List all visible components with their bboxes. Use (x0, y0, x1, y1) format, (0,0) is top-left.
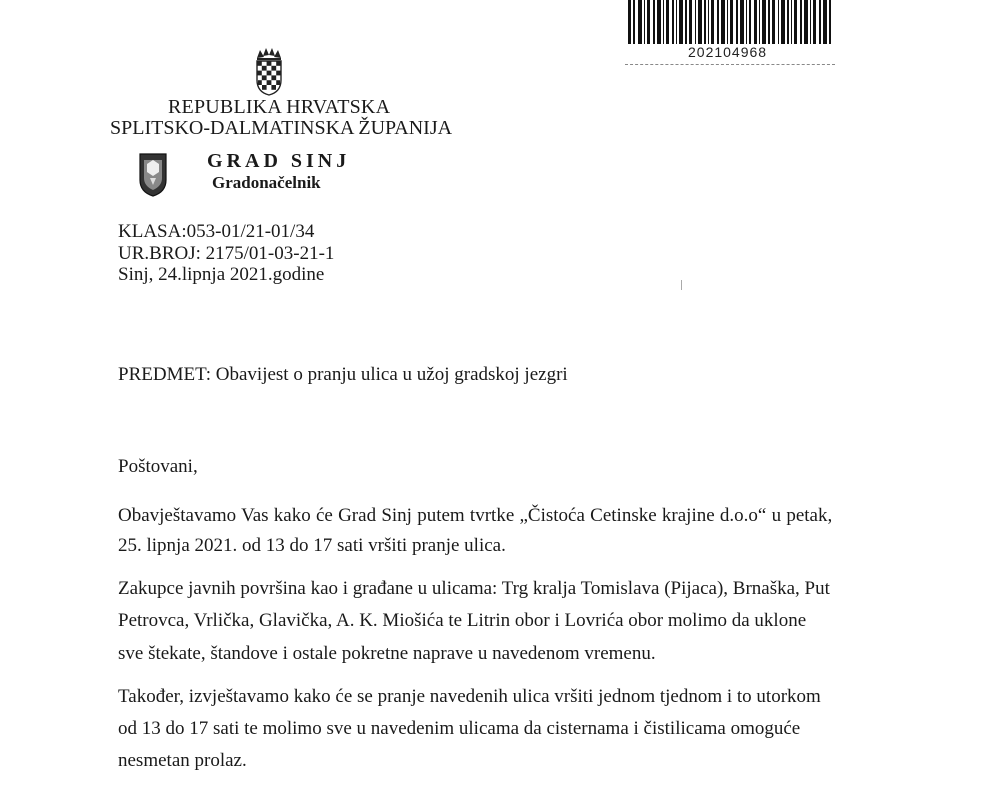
barcode-number: 202104968 (688, 44, 768, 60)
paragraph-2-line: Zakupce javnih površina kao i građane u ulicama: Trg kralja Tomislava (Pijaca), Brnaška, Put (118, 578, 830, 599)
city-crest-icon (138, 152, 168, 198)
place-date: Sinj, 24.lipnja 2021.godine (118, 264, 325, 285)
paragraph-2-line: sve štekate, štandove i ostale pokretne naprave u navedenom vremenu. (118, 643, 656, 664)
scan-artifact (681, 280, 682, 290)
divider (625, 64, 835, 65)
city-name: GRAD SINJ (207, 150, 351, 172)
coat-of-arms-icon (254, 46, 284, 96)
paragraph-2-line: Petrovca, Vrlička, Glavička, A. K. Miošića te Litrin obor i Lovrića obor molimo da uklone (118, 610, 807, 631)
reference-urbroj: UR.BROJ: 2175/01-03-21-1 (118, 243, 335, 264)
paragraph-3-line: nesmetan prolaz. (118, 750, 247, 771)
paragraph-1-line: 25. lipnja 2021. od 13 do 17 sati vršiti pranje ulica. (118, 535, 506, 556)
office-title: Gradonačelnik (212, 173, 321, 192)
barcode (628, 0, 834, 44)
reference-klasa: KLASA:053-01/21-01/34 (118, 221, 315, 242)
republic-name: REPUBLIKA HRVATSKA (168, 96, 391, 118)
paragraph-3-line: Također, izvještavamo kako će se pranje navedenih ulica vršiti jednom tjednom i to utorkom (118, 686, 821, 707)
paragraph-1-line: Obavještavamo Vas kako će Grad Sinj putem tvrtke „Čistoća Cetinske krajine d.o.o“ u petak, (118, 505, 833, 526)
paragraph-3-line: od 13 do 17 sati te molimo sve u navedenim ulicama da cisternama i čistilicama omoguće (118, 718, 801, 739)
county-name: SPLITSKO-DALMATINSKA ŽUPANIJA (110, 117, 453, 139)
greeting: Poštovani, (118, 456, 198, 477)
subject-line: PREDMET: Obavijest o pranju ulica u užoj gradskoj jezgri (118, 364, 568, 385)
